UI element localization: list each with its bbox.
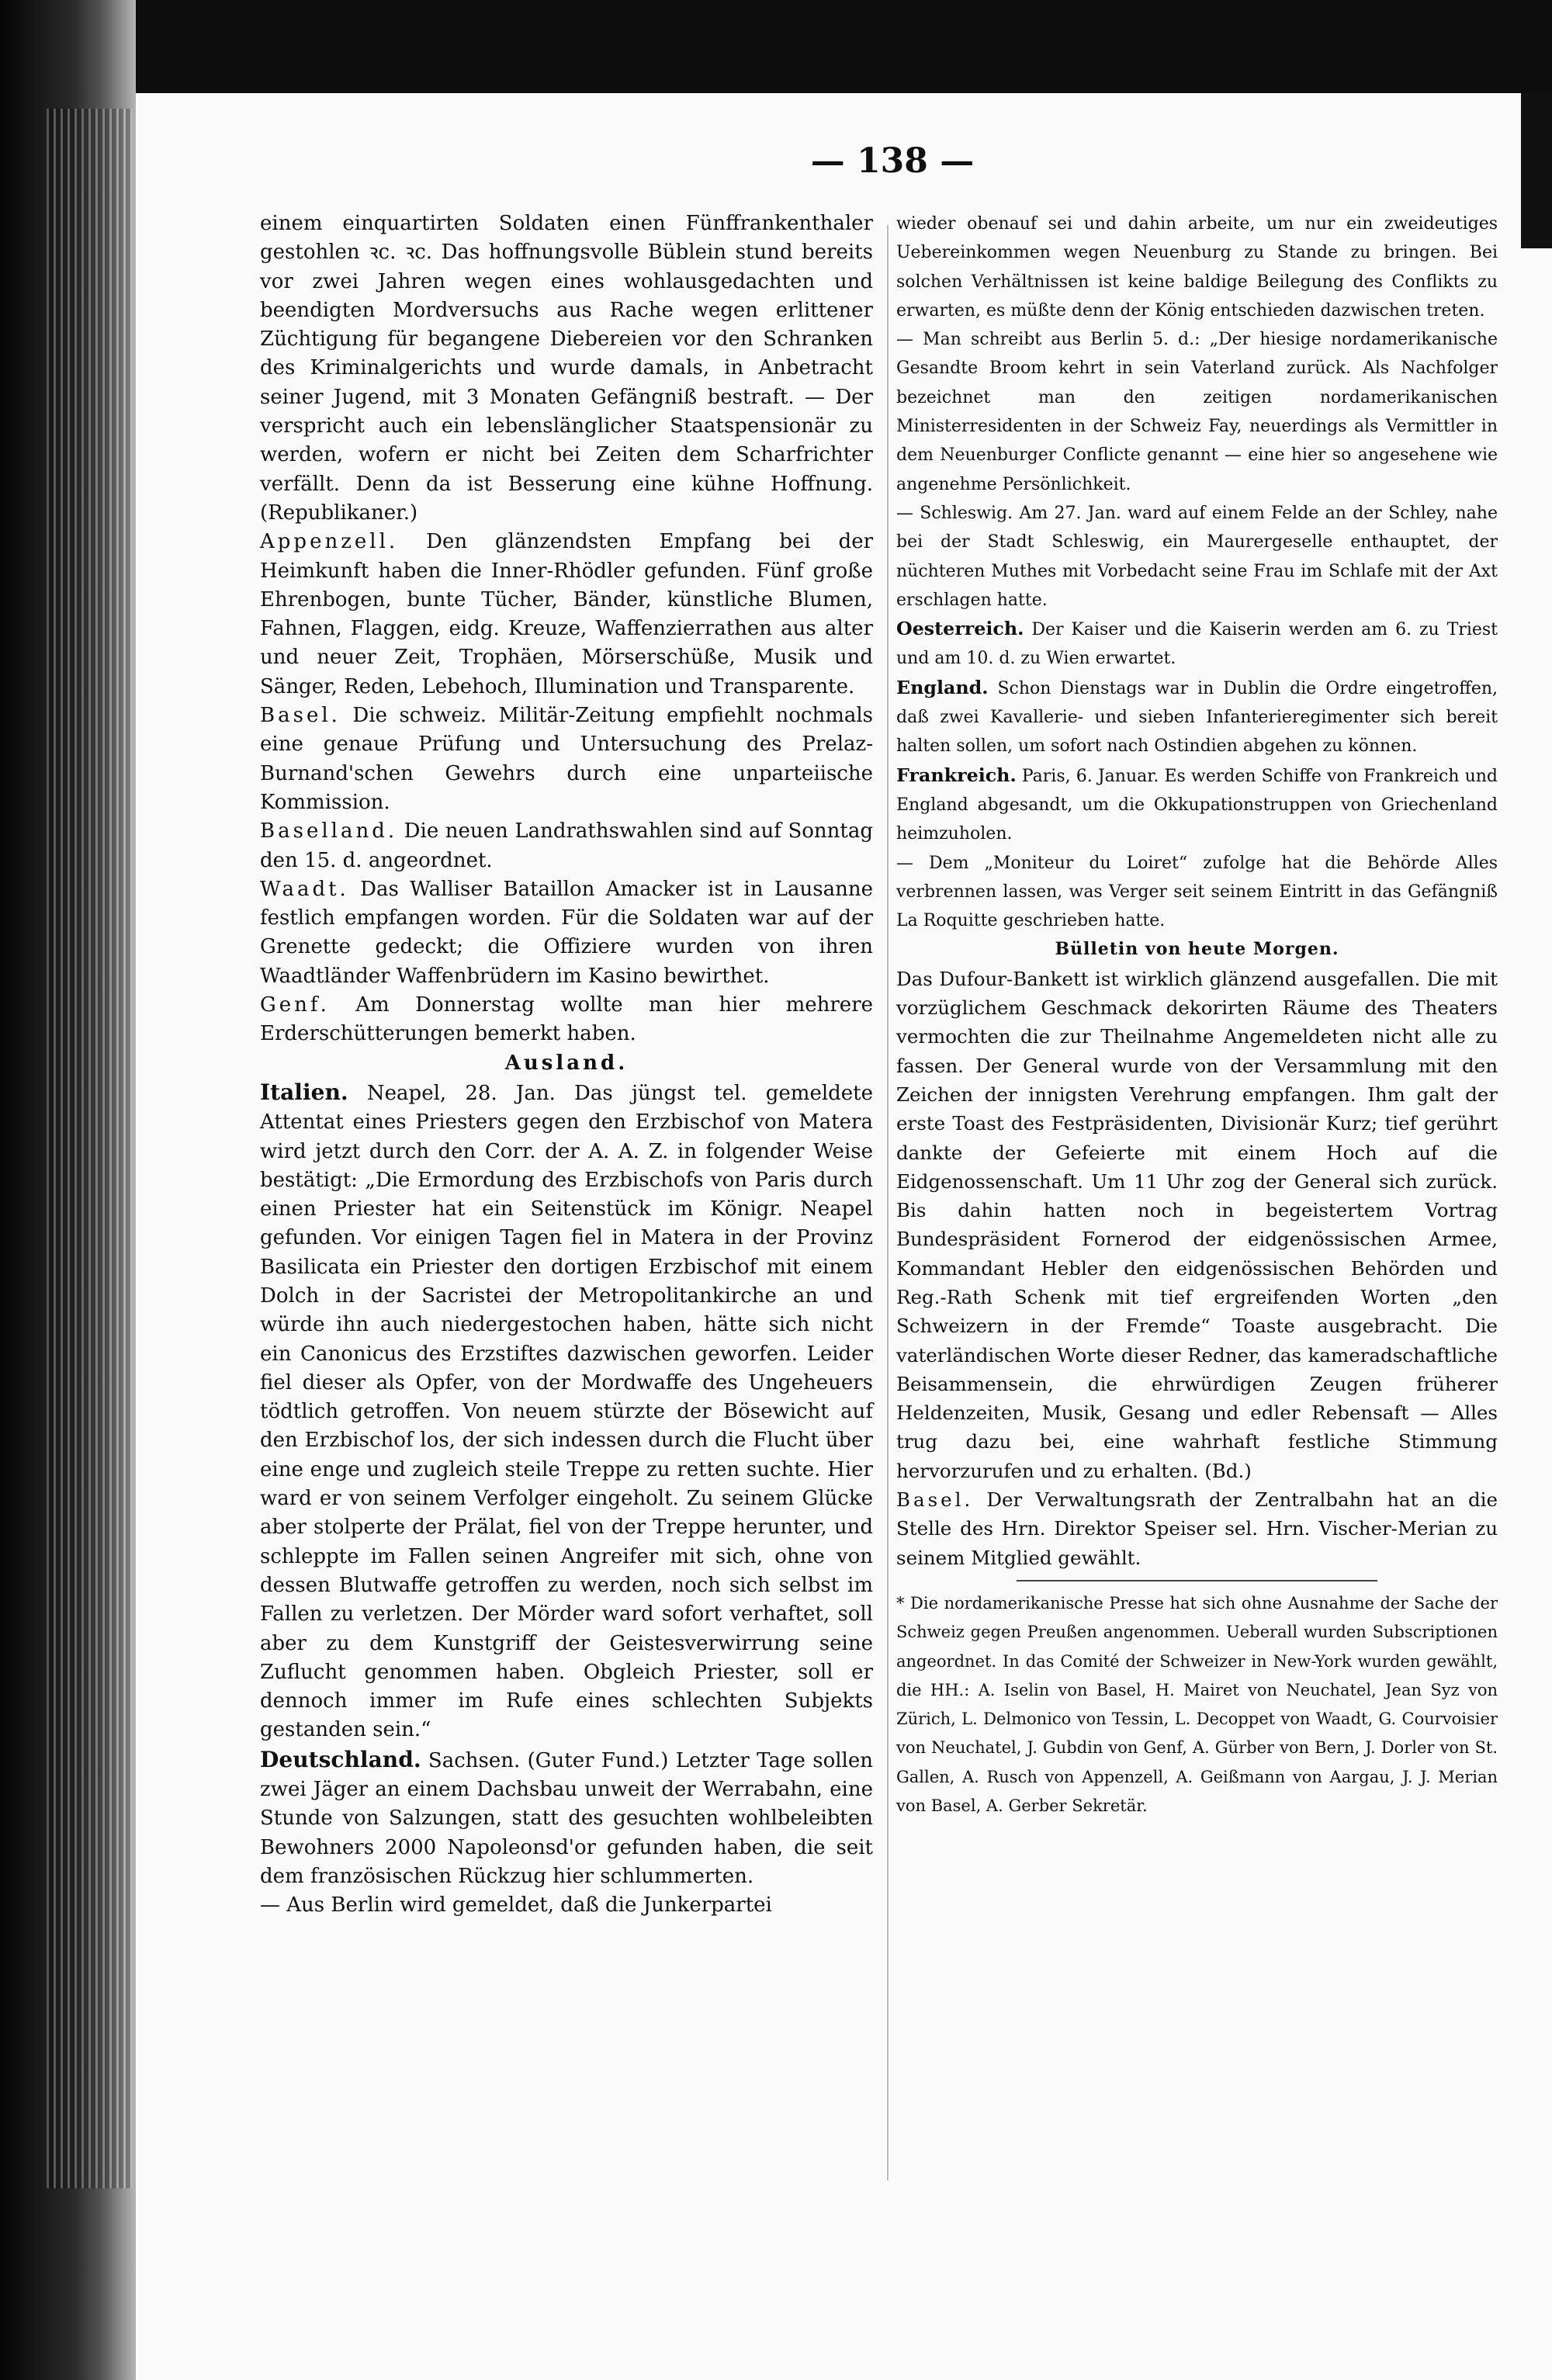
- article-england: [896, 674, 1498, 761]
- article-basel: [896, 1485, 1498, 1572]
- country-heading-england: England.: [896, 676, 989, 698]
- article-frankreich: [896, 761, 1498, 849]
- paragraph: wieder obenauf sei und dahin arbeite, um nur ein zweideutiges Uebereinkommen wegen Neuenburg zu Stande zu bringen. Bei solchen Verhältnissen ist keine baldige Beilegung des Conflikts zu erwarten, es müßte denn der König entschieden dazwischen treten.: [896, 214, 1498, 320]
- dateline-appenzell: Appenzell.: [260, 530, 399, 554]
- article-baselland: [260, 817, 873, 875]
- right-column: [896, 210, 1498, 1821]
- separator-rule: [1017, 1580, 1377, 1581]
- section-heading-bulletin: Bülletin von heute Morgen.: [1055, 939, 1339, 960]
- article-text: Sachsen. (Guter Fund.) Letzter Tage sollen zwei Jäger an einem Dachsbau unweit der Werrabahn, eine Stunde von Salzungen, statt des gesuchten wohlbeleibten Bewohners 2000 Napoleonsd'or gefunden haben, die seit dem französischen Rückzug hier schlummerten.: [260, 1748, 873, 1888]
- article-oesterreich: [896, 615, 1498, 674]
- footnote: * Die nordamerikanische Presse hat sich ohne Ausnahme der Sache der Schweiz gegen Preußen angenommen. Ueberall wurden Subscriptionen angeordnet. In das Comité der Schweizer in New-York wurden gewählt, die HH.: A. Iselin von Basel, H. Mairet von Neuchatel, Jean Syz von Zürich, L. Delmonico von Tessin, L. Decoppet von Waadt, G. Courvoisier von Neuchatel, J. Gubdin von Genf, A. Gürber von Bern, J. Dorler von St. Gallen, A. Rusch von Appenzell, A. Geißmann von Aargau, J. J. Merian von Basel, A. Gerber Sekretär.: [896, 1593, 1498, 1816]
- dateline-basel: Basel.: [896, 1488, 974, 1512]
- article-text: Der Kaiser und die Kaiserin werden am 6. zu Triest und am 10. d. zu Wien erwartet.: [896, 620, 1498, 669]
- article-text: Die neuen Landrathswahlen sind auf Sonntag den 15. d. angeordnet.: [260, 819, 873, 872]
- article-waadt: [260, 875, 873, 991]
- section-heading-ausland: Ausland.: [504, 1051, 629, 1075]
- country-heading-oesterreich: Oesterreich.: [896, 618, 1024, 640]
- page-number: — 138 —: [810, 141, 975, 181]
- country-heading-frankreich: Frankreich.: [896, 764, 1017, 786]
- country-heading-italien: Italien.: [260, 1079, 348, 1105]
- column-divider: [887, 225, 889, 2181]
- article-text: Den glänzendsten Empfang bei der Heimkunft haben die Inner-Rhödler gefunden. Fünf große Ehrenbogen, bunte Tücher, Bänder, künstliche Blumen, Fahnen, Flaggen, eidg. Kreuze, Waffenzierrathen aus alter und neuer Zeit, Trophäen, Mörserschüße, Musik und Sänger, Reden, Lebehoch, Illumination und Transparente.: [260, 530, 874, 698]
- dateline-basel: Basel.: [260, 704, 341, 728]
- article-text: Paris, 6. Januar. Es werden Schiffe von Frankreich und England abgesandt, um die Okkupationstruppen von Griechenland heimzuholen.: [896, 766, 1498, 844]
- article-basel: [260, 702, 873, 817]
- article-text: Am Donnerstag wollte man hier mehrere Erderschütterungen bemerkt haben.: [260, 993, 874, 1046]
- paragraph: — Aus Berlin wird gemeldet, daß die Junkerpartei: [260, 1893, 772, 1918]
- bulletin-text: Das Dufour-Bankett ist wirklich glänzend ausgefallen. Die mit vorzüglichem Geschmack dekorirten Räume des Theaters vermochten die zur Theilnahme Angemeldeten nicht alle zu fassen. Der General wurde von der Versammlung mit den Zeichen der innigsten Verehrung empfangen. Ihm galt der erste Toast des Festpräsidenten, Divisionär Kurz; tief gerührt dankte der Gefeierte mit einem Hoch auf die Eidgenossenschaft. Um 11 Uhr zog der General sich zurück. Bis dahin hatten noch in begeistertem Vortrag Bundespräsident Fornerod der eidgenössischen Armee, Kommandant Hebler den eidgenössischen Behörden und Reg.-Rath Schenk mit tief ergreifenden Worten „den Schweizern in der Fremde“ Toaste ausgebracht. Die vaterländischen Worte dieser Redner, das kameradschaftliche Beisammensein, die ehrwürdigen Zeugen früherer Heldenzeiten, Musik, Gesang und edler Rebensaft — Alles trug dazu bei, eine wahrhaft festliche Stimmung hervorzurufen und zu erhalten. (Bd.): [896, 967, 1498, 1482]
- paragraph: — Schleswig. Am 27. Jan. ward auf einem Felde an der Schley, nahe bei der Stadt Schleswig, ein Maurergeselle enthauptet, der nüchteren Muthes mit Vorbedacht seine Frau im Schlafe mit der Axt erschlagen hatte.: [896, 503, 1498, 610]
- article-text: Die schweiz. Militär-Zeitung empfiehlt nochmals eine genaue Prüfung und Untersuchung des Prelaz-Burnand'schen Gewehrs durch eine unparteiische Kommission.: [260, 704, 874, 814]
- article-italien: [260, 1078, 873, 1745]
- paragraph: einem einquartirten Soldaten einen Fünffrankenthaler gestohlen ꝛc. ꝛc. Das hoffnungsvolle Büblein stund bereits vor zwei Jahren wegen eines wohlausgedachten und beendigten Mordversuchs aus Rache wegen erlittener Züchtigung für begangene Diebereien vor den Schranken des Kriminalgerichts und wurde damals, in Anbetracht seiner Jugend, mit 3 Monaten Gefängniß bestraft. — Der verspricht auch ein lebenslänglicher Staatspensionär zu werden, wofern er nicht bei Zeiten dem Scharfrichter verfällt. Denn da ist Besserung eine kühne Hoffnung. (Republikaner.): [260, 212, 873, 525]
- article-text: Der Verwaltungsrath der Zentralbahn hat an die Stelle des Hrn. Direktor Speiser sel. Hrn. Vischer-Merian zu seinem Mitglied gewählt.: [896, 1488, 1498, 1569]
- page-edges: [47, 109, 132, 2188]
- article-deutschland: [260, 1745, 873, 1891]
- country-heading-deutschland: Deutschland.: [260, 1746, 421, 1772]
- dateline-baselland: Baselland.: [260, 819, 398, 844]
- article-text: Schon Dienstags war in Dublin die Ordre eingetroffen, daß zwei Kavallerie- und sieben Infanterieregimenter sich bereit halten sollen, um sofort nach Ostindien abgehen zu können.: [896, 678, 1498, 757]
- article-genf: [260, 991, 873, 1049]
- article-appenzell: [260, 528, 873, 702]
- article-text: Neapel, 28. Jan. Das jüngst tel. gemeldete Attentat eines Priesters gegen den Erzbischof von Matera wird jetzt durch den Corr. der A. A. Z. in folgender Weise bestätigt: „Die Ermordung des Erzbischofs von Paris durch einen Priester hat ein Seitenstück im Königr. Neapel gefunden. Vor einigen Tagen fiel in Matera in der Provinz Basilicata ein Priester den dortigen Erzbischof mit einem Dolch in der Sacristei der Metropolitankirche an und würde ihn auch niedergestochen haben, hätte sich nicht ein Canonicus des Erzstiftes dazwischen geworfen. Leider fiel dieser als Opfer, von der Mordwaffe des Ungeheuers tödtlich getroffen. Von neuem stürzte der Bösewicht auf den Erzbischof los, der sich indessen durch die Flucht über eine enge und zugleich steile Treppe zu retten suchte. Hier ward er von seinem Verfolger eingeholt. Zu seinem Glücke aber stolperte der Prälat, fiel von der Treppe herunter, und schleppte im Fallen seinen Angreifer mit sich, ohne von dessen Blutwaffe getroffen zu werden, noch sich selbst im Fallen zu verletzen. Der Mörder ward sofort verhaftet, soll aber zu dem Kunstgriff der Geistesverwirrung seine Zuflucht genommen haben. Obgleich Priester, soll er dennoch immer im Rufe eines schlechten Subjekts gestanden sein.“: [260, 1081, 874, 1742]
- dateline-genf: Genf.: [260, 993, 330, 1017]
- paragraph: — Man schreibt aus Berlin 5. d.: „Der hiesige nordamerikanische Gesandte Broom kehrt in sein Vaterland zurück. Als Nachfolger bezeichnet man den zeitigen nordamerikanischen Ministerresidenten in der Schweiz Fay, neuerdings als Vermittler in dem Neuenburger Conflicte genannt — eine hier so angesehene wie angenehme Persönlichkeit.: [896, 330, 1498, 494]
- paragraph: — Dem „Moniteur du Loiret“ zufolge hat die Behörde Alles verbrennen lassen, was Verger seit seinem Eintritt in das Gefängniß La Roquitte geschrieben hatte.: [896, 853, 1498, 931]
- dateline-waadt: Waadt.: [260, 877, 349, 901]
- article-text: Das Walliser Bataillon Amacker ist in Lausanne festlich empfangen worden. Für die Soldaten war auf der Grenette gedeckt; die Offiziere wurden von ihren Waadtländer Waffenbrüdern im Kasino bewirthet.: [260, 877, 873, 988]
- left-column: [260, 210, 873, 1921]
- book-spine: [0, 0, 136, 2380]
- page-corner-shadow: [1521, 93, 1552, 248]
